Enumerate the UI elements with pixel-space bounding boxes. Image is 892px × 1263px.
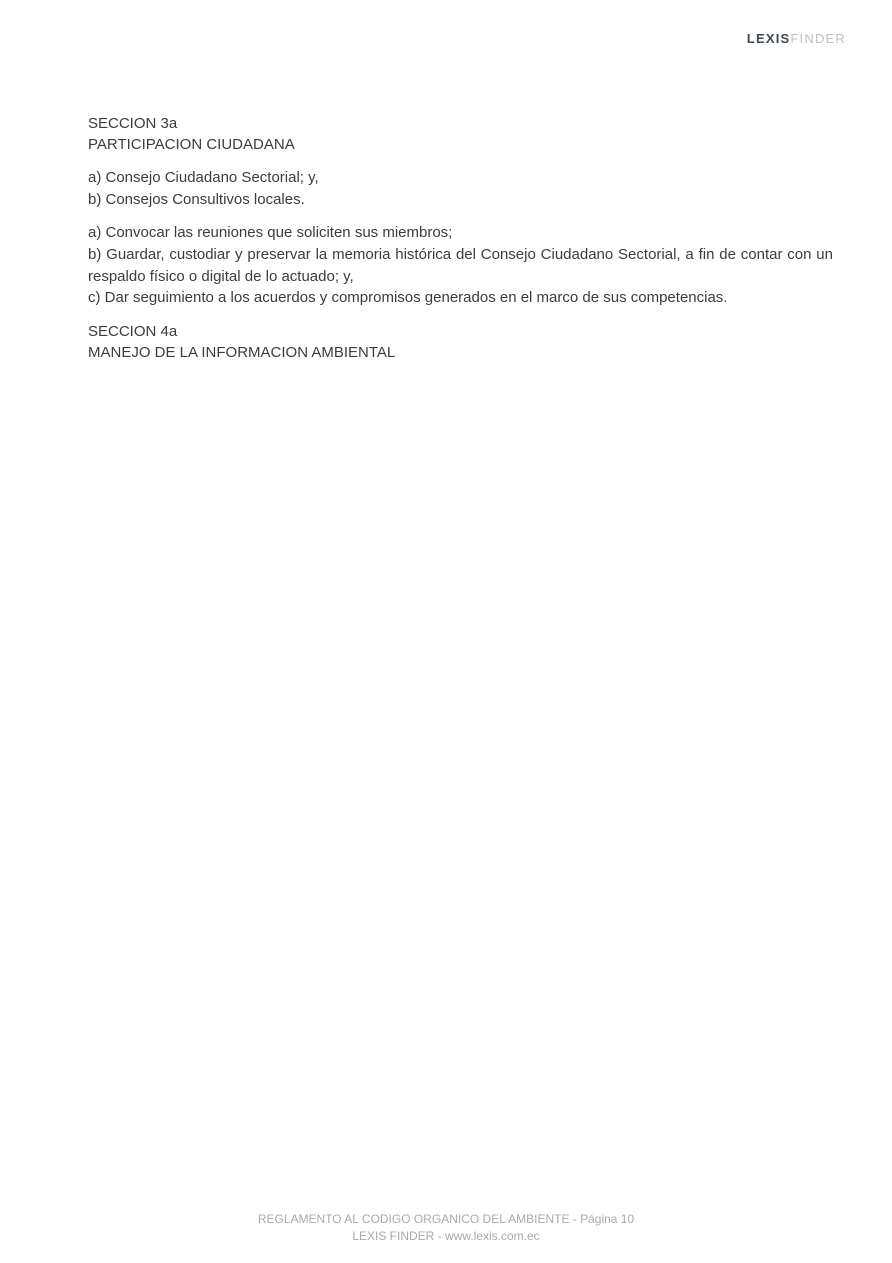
lexisfinder-logo [747, 31, 846, 46]
text-line: b) Consejos Consultivos locales. [88, 191, 305, 209]
text-line: SECCION 4a [88, 322, 178, 340]
document-body [88, 101, 833, 364]
text-line: b) Guardar, custodiar y preservar la memoria histórica del Consejo Ciudadano Sectorial, a fin de contar con un respaldo físico o digital de lo actuado; y, [88, 246, 833, 285]
text-line: a) Convocar las reuniones que soliciten sus miembros; [88, 224, 453, 242]
line-group-block [88, 113, 833, 156]
line-group-block [88, 222, 833, 309]
line-group-block [88, 321, 833, 364]
footer-document-title: REGLAMENTO AL CODIGO ORGANICO DEL AMBIENTE - Página 10 [257, 1212, 635, 1226]
page-footer [0, 1211, 892, 1245]
text-line: MANEJO DE LA INFORMACION AMBIENTAL [88, 344, 396, 362]
logo-text-finder: FINDER [790, 31, 846, 46]
line-group-block [88, 167, 833, 210]
logo-text-lexis: LEXIS [746, 31, 791, 46]
text-line: a) Consejo Ciudadano Sectorial; y, [88, 169, 319, 187]
text-line: PARTICIPACION CIUDADANA [88, 136, 295, 154]
text-line: SECCION 3a [88, 114, 178, 132]
text-line: c) Dar seguimiento a los acuerdos y compromisos generados en el marco de sus competencias. [88, 289, 728, 307]
footer-source: LEXIS FINDER - www.lexis.com.ec [352, 1229, 540, 1243]
